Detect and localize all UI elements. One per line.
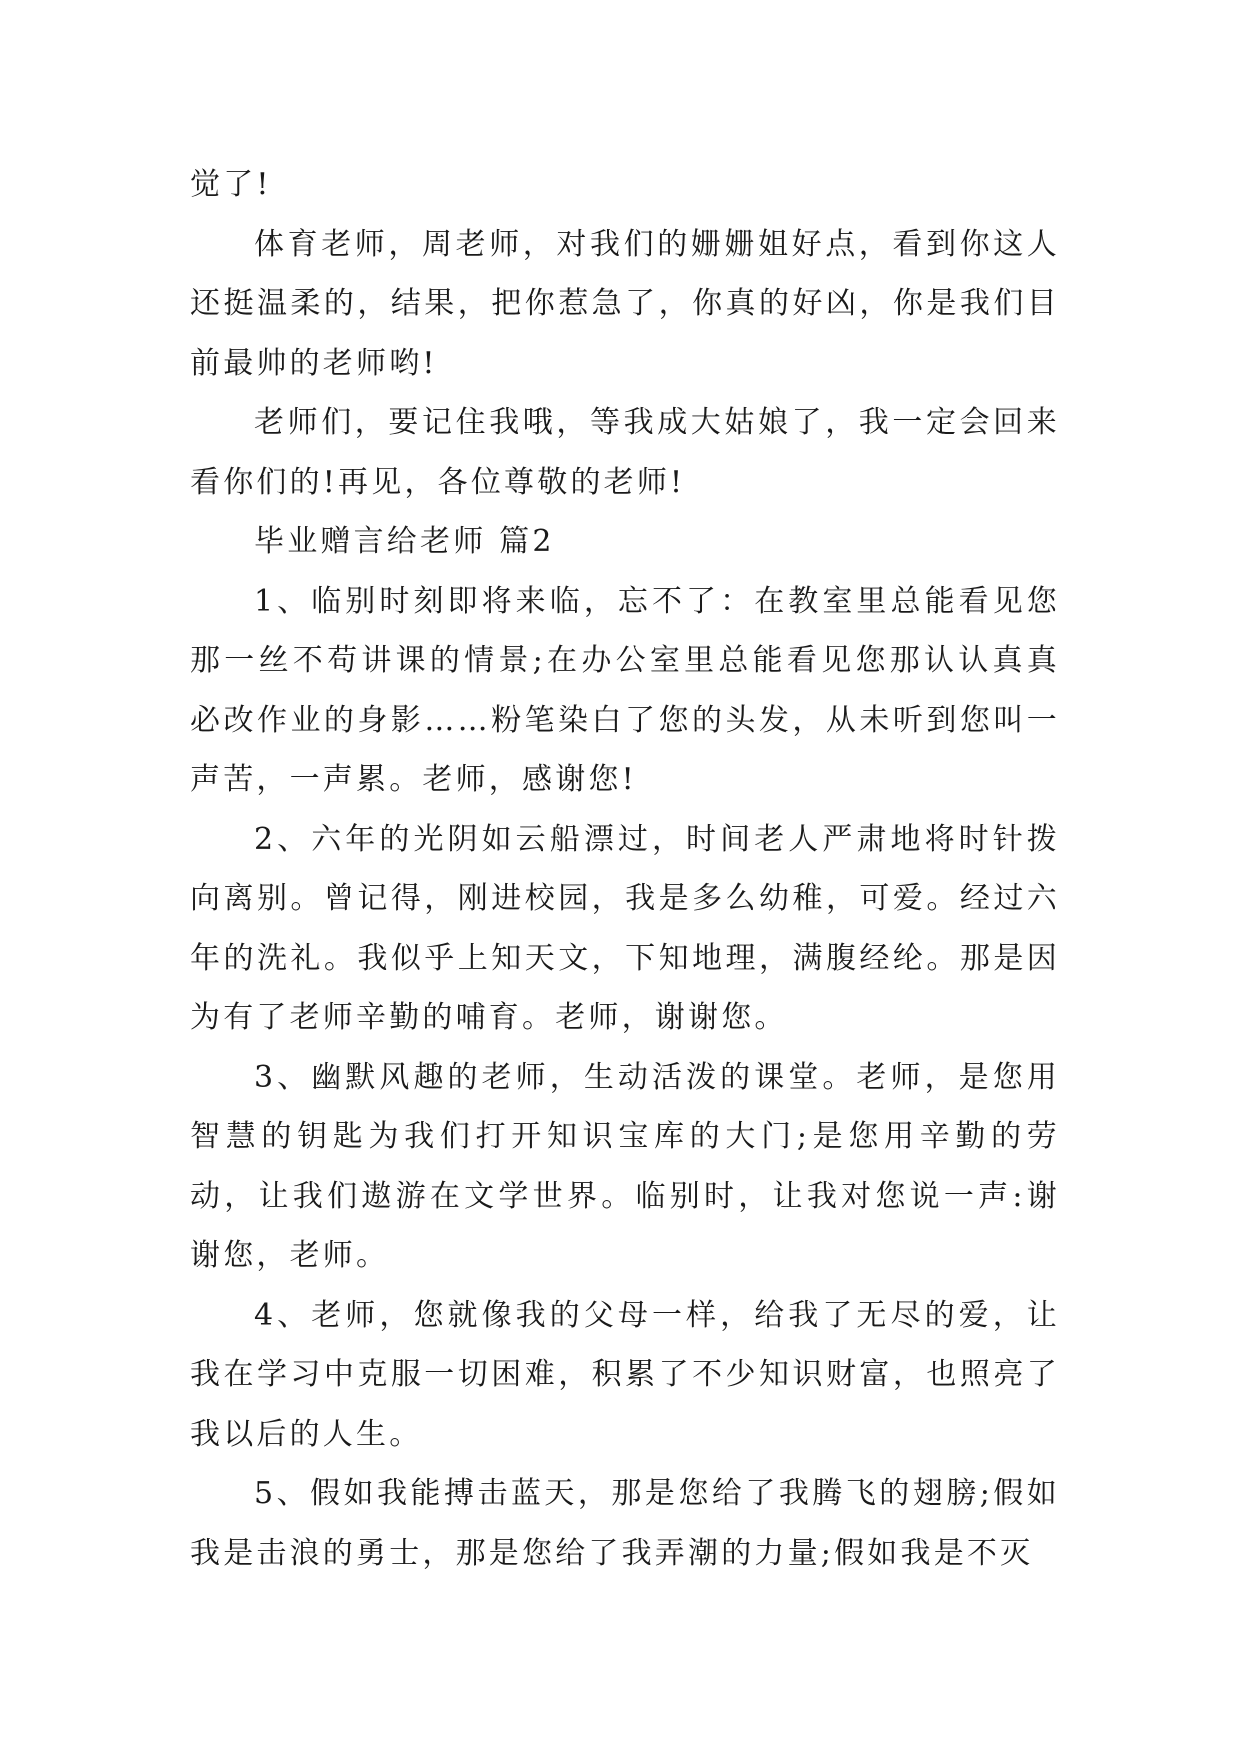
paragraph-item-5: 5、假如我能搏击蓝天，那是您给了我腾飞的翅膀;假如我是击浪的勇士，那是您给了我弄潮的力量;假如我是不灭 [190,1476,1060,1571]
paragraph-item-1: 1、临别时刻即将来临，忘不了：在教室里总能看见您那一丝不苟讲课的情景;在办公室里总能看见您那认认真真必改作业的身影……粉笔染白了您的头发，从未听到您叫一声苦，一声累。老师，感谢您! [190,583,1060,797]
paragraph-item-4: 4、老师，您就像我的父母一样，给我了无尽的爱，让我在学习中克服一切困难，积累了不少知识财富，也照亮了我以后的人生。 [190,1297,1060,1452]
document-body [190,155,1060,1583]
paragraph-continuation: 觉了! [190,167,272,202]
paragraph-item-2: 2、六年的光阴如云船漂过，时间老人严肃地将时针拨向离别。曾记得，刚进校园，我是多么幼稚，可爱。经过六年的洗礼。我似乎上知天文，下知地理，满腹经纶。那是因为有了老师辛勤的哺育。老师，谢谢您。 [190,821,1060,1035]
paragraph-pe-teacher: 体育老师，周老师，对我们的姗姗姐好点，看到你这人还挺温柔的，结果，把你惹急了，你真的好凶，你是我们目前最帅的老师哟! [190,226,1060,381]
paragraph-farewell: 老师们，要记住我哦，等我成大姑娘了，我一定会回来看你们的!再见，各位尊敬的老师! [190,405,1060,500]
paragraph-item-3: 3、幽默风趣的老师，生动活泼的课堂。老师，是您用智慧的钥匙为我们打开知识宝库的大门;是您用辛勤的劳动，让我们遨游在文学世界。临别时，让我对您说一声:谢谢您，老师。 [190,1059,1060,1273]
section-heading: 毕业赠言给老师 篇2 [254,524,555,559]
